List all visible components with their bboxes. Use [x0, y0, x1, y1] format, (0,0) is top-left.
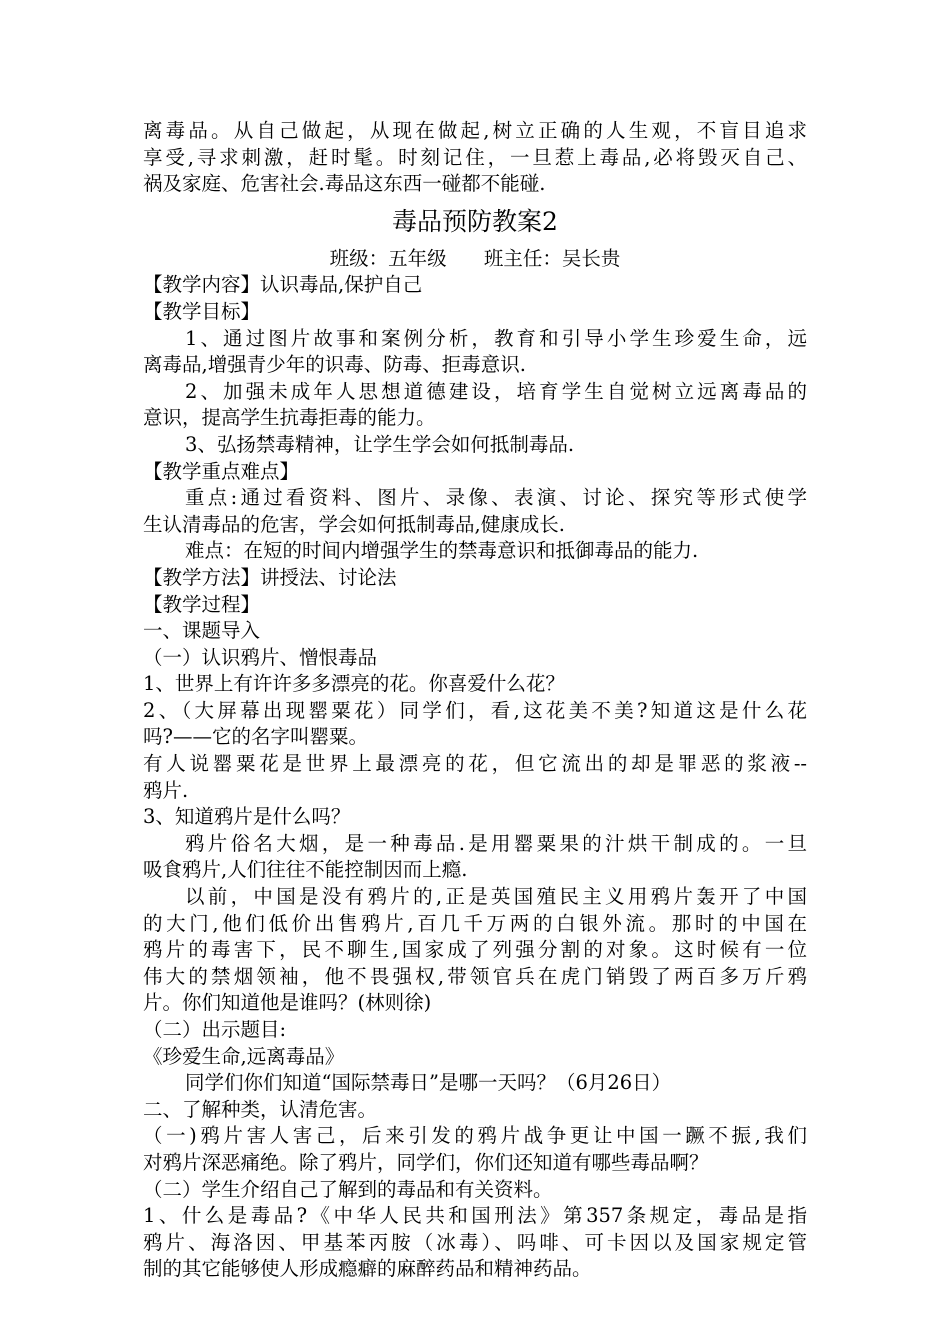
- question-line: 1、世界上有许许多多漂亮的花。你喜爱什么花？: [143, 672, 565, 696]
- topic-title: 《珍爱生命,远离毒品》: [143, 1044, 345, 1068]
- paragraph-line: 鸦片、海洛因、甲基苯丙胺（冰毒）、吗啡、可卡因以及国家规定管: [143, 1230, 807, 1254]
- paragraph-line: 片。你们知道他是谁吗？(林则徐): [143, 991, 432, 1015]
- difficulty-line: 难点：在短的时间内增强学生的禁毒意识和抵御毒品的能力.: [185, 539, 699, 563]
- paragraph-line: （一)鸦片害人害己，后来引发的鸦片战争更让中国一蹶不振,我们: [143, 1124, 807, 1148]
- goals-label: 【教学目标】: [143, 299, 261, 323]
- paragraph-line: 鸦片.: [143, 778, 189, 802]
- section-heading: 一、课题导入: [143, 619, 261, 643]
- goal-item-2-line: 2、加强未成年人思想道德建设，培育学生自觉树立远离毒品的: [185, 379, 807, 403]
- content-row: [143, 272, 807, 299]
- intro-line: 离毒品。从自己做起，从现在做起,树立正确的人生观，不盲目追求: [143, 119, 807, 142]
- section-heading: 二、了解种类，认清危害。: [143, 1097, 378, 1121]
- goal-item-1-line: 1、通过图片故事和案例分析，教育和引导小学生珍爱生命，远: [185, 326, 807, 350]
- focus-line: 重点:通过看资料、图片、录像、表演、讨论、探究等形式使学: [185, 486, 807, 510]
- subsection-heading: （一）认识鸦片、憎恨毒品: [143, 645, 378, 669]
- document-page: [143, 118, 807, 1283]
- intro-line: 享受,寻求刺激，赶时髦。时刻记住，一旦惹上毒品,必将毁灭自己、: [143, 145, 807, 169]
- methods-label: 【教学方法】: [143, 565, 261, 589]
- paragraph-line: 以前，中国是没有鸦片的,正是英国殖民主义用鸦片轰开了中国: [185, 885, 807, 909]
- intro-line: 祸及家庭、危害社会.毒品这东西一碰都不能碰.: [143, 172, 546, 196]
- document-title: 毒品预防教案2: [392, 206, 558, 236]
- paragraph-line: 伟大的禁烟领袖，他不畏强权,带领官兵在虎门销毁了两百多万斤鸦: [143, 964, 807, 988]
- paragraph-line: 吸食鸦片,人们往往不能控制因而上瘾.: [143, 858, 468, 882]
- content-text: 认识毒品,保护自己: [260, 273, 423, 297]
- question-line: 吗?——它的名字叫罂粟。: [143, 725, 368, 749]
- paragraph-line: 鸦片的毒害下，民不聊生,国家成了列强分割的对象。这时候有一位: [143, 938, 807, 962]
- paragraph-line: 有人说罂粟花是世界上最漂亮的花，但它流出的却是罪恶的浆液--: [143, 752, 807, 776]
- paragraph-line: 制的其它能够使人形成瘾癖的麻醉药品和精神药品。: [143, 1257, 592, 1281]
- methods-text: 讲授法、讨论法: [260, 565, 397, 589]
- question-line: 2、（大屏幕出现罂粟花）同学们，看,这花美不美?知道这是什么花: [143, 698, 807, 722]
- question-line: 同学们你们知道“国际禁毒日”是哪一天吗？（6月26日）: [185, 1071, 672, 1095]
- content-label: 【教学内容】: [143, 273, 261, 297]
- goal-item-1-line: 离毒品,增强青少年的识毒、防毒、拒毒意识.: [143, 353, 526, 377]
- subsection-heading: （二）出示题目:: [143, 1018, 287, 1041]
- paragraph-line: 的大门,他们低价出售鸦片,百几千万两的白银外流。那时的中国在: [143, 911, 807, 935]
- process-label: 【教学过程】: [143, 592, 261, 616]
- paragraph-line: 对鸦片深恶痛绝。除了鸦片，同学们，你们还知道有哪些毒品啊？: [143, 1150, 709, 1174]
- methods-row: [143, 565, 807, 592]
- paragraph-line: 1、什么是毒品?《中华人民共和国刑法》第357条规定，毒品是指: [143, 1204, 807, 1228]
- paragraph-line: 鸦片俗名大烟，是一种毒品.是用罂粟果的汁烘干制成的。一旦: [185, 831, 807, 855]
- key-points-label: 【教学重点难点】: [143, 459, 300, 483]
- goal-item-2-line: 意识，提高学生抗毒拒毒的能力。: [143, 406, 436, 430]
- paragraph-line: （二）学生介绍自己了解到的毒品和有关资料。: [143, 1177, 553, 1201]
- goal-item-3-line: 3、弘扬禁毒精神，让学生学会如何抵制毒品.: [185, 432, 575, 456]
- question-line: 3、知道鸦片是什么吗？: [143, 805, 351, 829]
- focus-line: 生认清毒品的危害，学会如何抵制毒品,健康成长.: [143, 512, 565, 536]
- class-info: 班级：五年级 班主任：吴长贵: [329, 246, 621, 270]
